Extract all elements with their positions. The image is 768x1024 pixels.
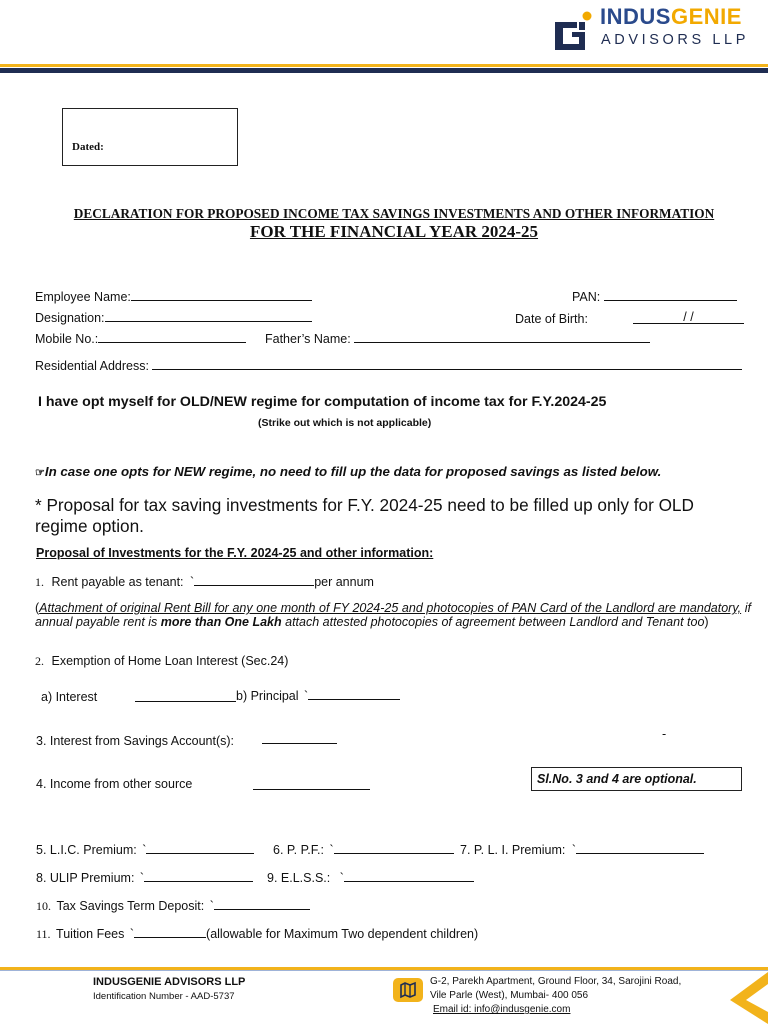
per-annum-label: per annum [314,575,374,589]
address-blank[interactable] [152,358,742,370]
pli-label: 7. P. L. I. Premium: [460,843,566,857]
tuition-number: 11. [36,927,51,941]
footer-blue-rule [0,970,768,971]
elss-field[interactable] [267,870,474,885]
header-navy-rule [0,68,768,73]
pli-field[interactable] [460,842,704,857]
father-name-label: Father’s Name: [265,332,351,346]
attachment-open-paren: ( [35,601,40,615]
savings-interest-blank[interactable] [262,732,337,744]
regime-statement: I have opt myself for OLD/NEW regime for computation of income tax for F.Y.2024-25 [38,394,607,410]
new-regime-note-text: In case one opts for NEW regime, no need to fill up the data for proposed savings as listed below. [44,464,662,479]
new-regime-note [35,464,661,479]
mobile-field[interactable] [35,331,246,346]
dated-label: Dated: [72,141,104,153]
footer-address-line2: Vile Parle (West), Mumbai- 400 056 [430,990,589,1001]
ulip-field[interactable] [36,870,253,885]
ppf-label: 6. P. P.F.: [273,843,324,857]
attachment-condition-text: if annual payable rent is [35,601,751,629]
corner-arrow-icon [722,972,768,1024]
indusgenie-logo-icon [553,10,595,52]
designation-label: Designation: [35,311,105,325]
dob-blank[interactable] [633,310,744,324]
footer-id-number: Identification Number - AAD-5737 [93,991,235,1002]
term-deposit-number: 10. [36,899,51,913]
rent-field[interactable] [35,574,374,590]
term-deposit-blank[interactable] [214,898,310,910]
employee-name-label: Employee Name: [35,290,131,304]
optional-note: Sl.No. 3 and 4 are optional. [537,772,697,786]
term-deposit-rupee: ` [209,899,214,913]
ulip-rupee: ` [139,871,145,885]
attachment-close-paren: ) [704,614,709,629]
tuition-field[interactable] [36,926,478,942]
ppf-blank[interactable] [334,842,454,854]
pli-blank[interactable] [576,842,704,854]
tuition-label: Tuition Fees [56,927,125,941]
interest-label: a) Interest [41,690,98,704]
father-name-blank[interactable] [354,331,650,343]
logo-subtitle: ADVISORS LLP [601,32,749,48]
pan-label: PAN: [572,290,601,304]
dob-label: Date of Birth: [515,312,588,326]
section-heading: Proposal of Investments for the F.Y. 2024-25 and other information: [36,546,434,560]
tuition-rupee: ` [129,927,135,941]
employee-name-field[interactable] [35,289,312,304]
pointing-hand-icon: ☞ [35,467,45,479]
lic-rupee: ` [142,843,147,857]
address-label: Residential Address: [35,359,149,373]
mobile-label: Mobile No.: [35,332,99,346]
principal-rupee: ` [304,689,309,703]
elss-label: 9. E.L.S.S.: [267,871,331,885]
ppf-rupee: ` [329,843,334,857]
logo-word-indus: INDUS [600,4,671,29]
ppf-field[interactable] [273,842,454,857]
term-deposit-label: Tax Savings Term Deposit: [56,899,205,913]
address-field[interactable] [35,358,742,373]
strike-out-note: (Strike out which is not applicable) [258,417,432,429]
footer-address-line1: G-2, Parekh Apartment, Ground Floor, 34, Sarojini Road, [430,976,682,987]
ulip-label: 8. ULIP Premium: [36,871,135,885]
dated-box[interactable] [62,108,238,166]
designation-blank[interactable] [105,310,312,322]
footer-company: INDUSGENIE ADVISORS LLP [93,976,246,988]
rupee-symbol: ` [190,575,195,589]
logo-word-genie: GENIE [670,4,742,29]
lic-blank[interactable] [146,842,254,854]
optional-note-box [531,767,742,791]
interest-blank[interactable] [135,690,236,702]
attachment-note [35,602,751,630]
principal-label: b) Principal [236,689,299,703]
attachment-mandatory-text: Attachment of original Rent Bill for any one month of FY 2024-25 and photocopies of PAN Card of the Landlord are mandatory, [39,601,742,615]
rent-label: Rent payable as tenant: [51,575,184,589]
tuition-note: (allowable for Maximum Two dependent children) [206,927,479,941]
designation-field[interactable] [35,310,312,325]
attachment-threshold-text: more than One Lakh [160,614,282,629]
pli-rupee: ` [571,843,577,857]
home-loan-label: Exemption of Home Loan Interest (Sec.24) [51,654,289,668]
elss-blank[interactable] [344,870,474,882]
footer-email-link[interactable]: Email id: info@indusgenie.com [433,1004,571,1015]
stray-dash: - [662,727,667,741]
declaration-title: DECLARATION FOR PROPOSED INCOME TAX SAVINGS INVESTMENTS AND OTHER INFORMATION [73,206,715,221]
principal-field[interactable] [236,688,400,703]
proposal-note-line1: * Proposal for tax saving investments for F.Y. 2024-25 need to be filled up only for OLD [35,495,694,515]
financial-year-title: FOR THE FINANCIAL YEAR 2024-25 [249,222,539,241]
principal-blank[interactable] [308,688,400,700]
pan-blank[interactable] [604,289,737,301]
lic-field[interactable] [36,842,254,857]
ulip-blank[interactable] [144,870,253,882]
proposal-note-line2: regime option. [35,516,144,536]
other-income-label: 4. Income from other source [36,777,193,791]
elss-rupee: ` [339,871,344,885]
pan-field[interactable] [572,289,737,304]
rent-blank[interactable] [194,574,314,586]
term-deposit-field[interactable] [36,898,310,914]
father-name-field[interactable] [265,331,650,346]
employee-name-blank[interactable] [131,289,312,301]
mobile-blank[interactable] [98,331,246,343]
home-loan-number: 2. [35,654,44,668]
lic-label: 5. L.I.C. Premium: [36,843,137,857]
savings-interest-label: 3. Interest from Savings Account(s): [36,734,234,748]
map-icon [393,978,423,1002]
attachment-agreement-text: attach attested photocopies of agreement between Landlord and Tenant too [281,614,705,629]
other-income-blank[interactable] [253,778,370,790]
dob-slashes: / / [683,310,694,324]
tuition-blank[interactable] [134,926,206,938]
home-loan-heading [35,654,288,669]
rent-number: 1. [35,575,44,589]
header-gold-rule [0,64,768,67]
logo-wordmark [600,4,742,30]
